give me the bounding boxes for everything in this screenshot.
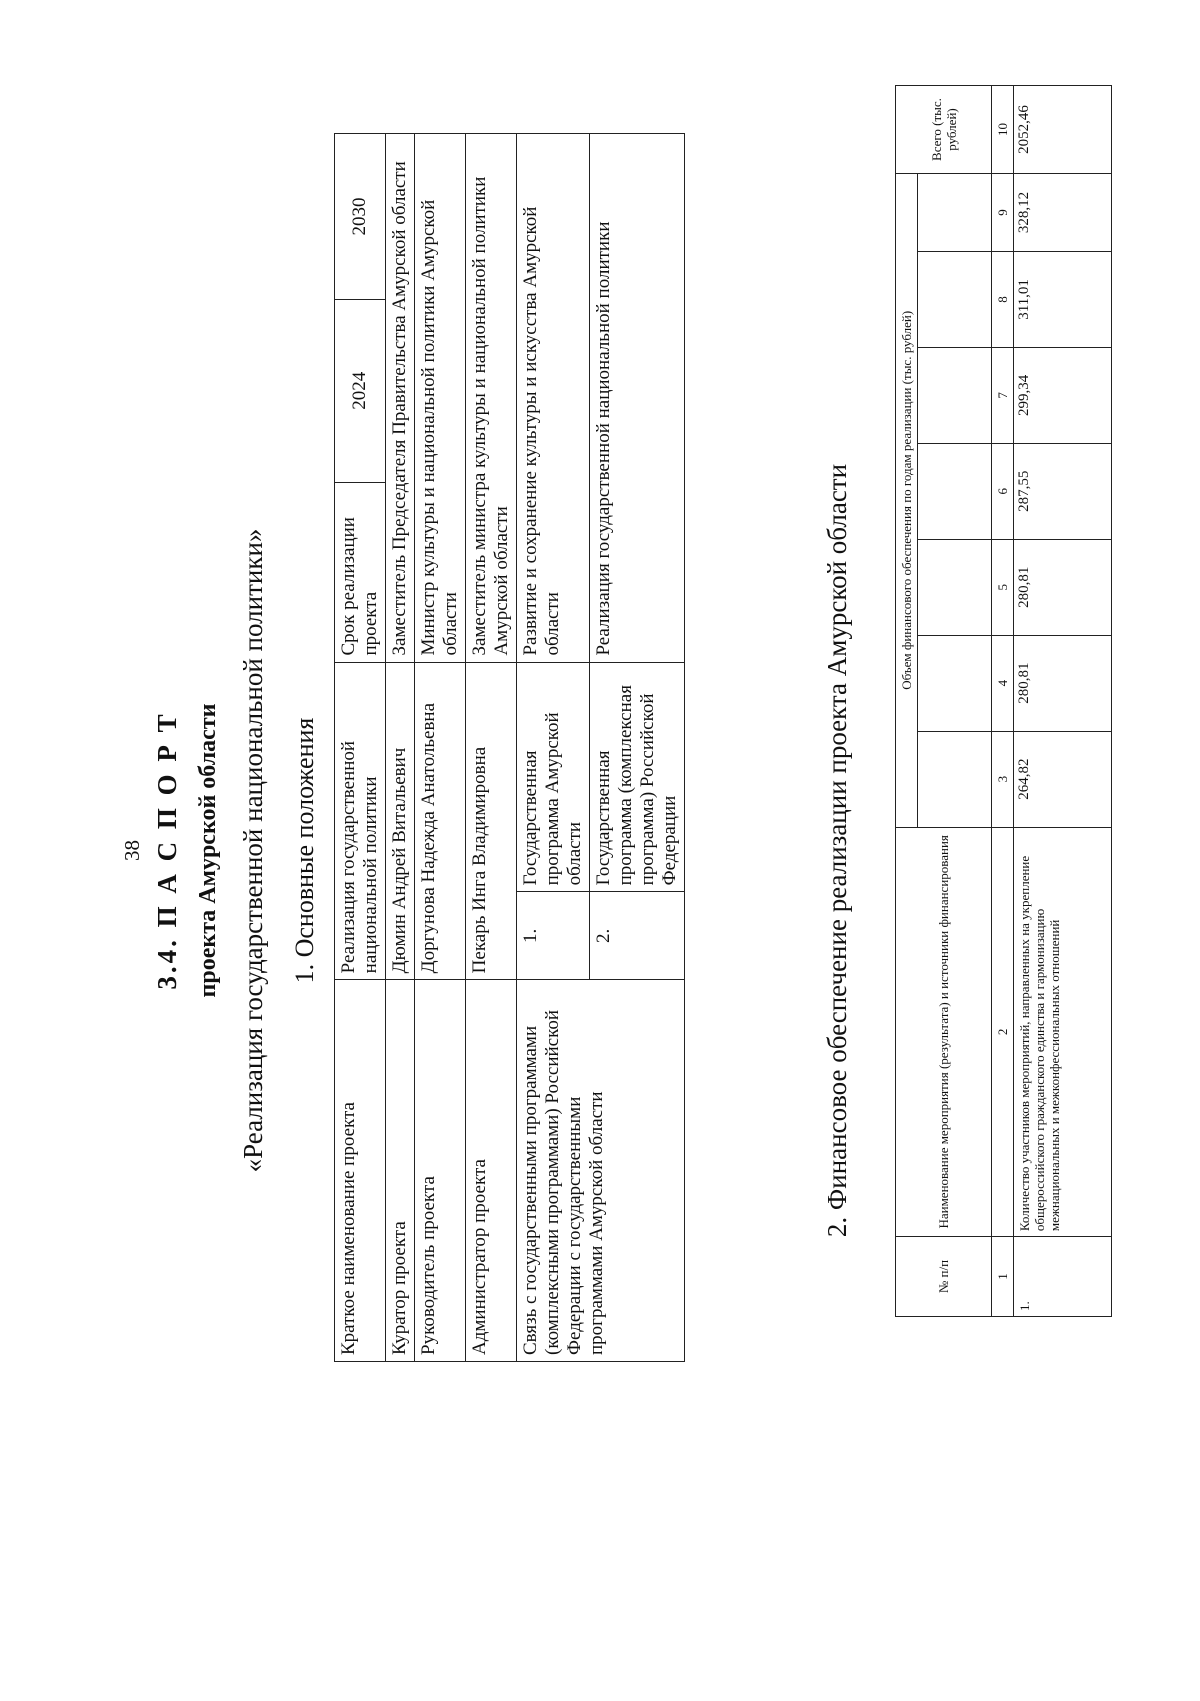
period-end: 2030 [335,134,386,300]
short-name-value: Реализация государственной национальной политики [335,662,386,980]
header-years: Объем финансового обеспечения по годам реализации (тыс. рублей) [896,174,918,827]
document-title: 3.4. П А С П О Р Т [152,711,182,990]
header-name: Наименование мероприятия (результата) и источники финансирования [896,827,992,1237]
header-year-cell [918,731,992,827]
links-label: Связь с государственными программами (комплексными программами) Российской Федерации с государственными программами Амурской области [517,980,685,1362]
column-number: 4 [992,635,1014,731]
row-value: 280,81 [1014,539,1112,635]
header-year-cell [918,443,992,539]
link-program: Государственная программа (комплексная программа) Российской Федерации [590,662,685,892]
head-name: Доргунова Надежда Анатольевна [415,662,466,980]
table-header-row [896,86,918,1317]
header-total: Всего (тыс. рублей) [896,86,992,174]
header-num: № п/п [896,1237,992,1317]
admin-name: Пекарь Инга Владимировна [466,662,517,980]
link-goal: Реализация государственной национальной политики [590,134,685,663]
header-year-cell [918,539,992,635]
row-value: 311,01 [1014,251,1112,347]
table-row [386,134,415,1362]
period-start: 2024 [335,299,386,482]
column-number: 3 [992,731,1014,827]
row-name: Количество участников мероприятий, направленных на укрепление общероссийского гражданского единства и гармонизацию межнациональных и межконфессиональных отношений [1014,827,1112,1237]
table-row [415,134,466,1362]
period-label: Срок реализации проекта [335,482,386,662]
admin-position: Заместитель министра культуры и национальной политики Амурской области [466,134,517,663]
header-year-cell [918,347,992,443]
header-year-cell [918,635,992,731]
admin-label: Администратор проекта [466,980,517,1362]
row-total: 2052,46 [1014,86,1112,174]
short-name-label: Краткое наименование проекта [335,980,386,1362]
column-number: 8 [992,251,1014,347]
column-number: 6 [992,443,1014,539]
section-1-heading: 1. Основные положения [290,717,319,984]
project-name: «Реализация государственной национальной политики» [238,528,268,1173]
column-number: 1 [992,1237,1014,1317]
head-label: Руководитель проекта [415,980,466,1362]
column-number: 5 [992,539,1014,635]
row-value: 328,12 [1014,174,1112,252]
column-number: 2 [992,827,1014,1237]
header-year-cell [918,251,992,347]
curator-name: Дюмин Андрей Витальевич [386,662,415,980]
table-row [517,134,590,1362]
head-position: Министр культуры и национальной политики Амурской области [415,134,466,663]
row-number: 1. [1014,1237,1112,1317]
row-value: 264,82 [1014,731,1112,827]
section-2-heading: 2. Финансовое обеспечение реализации проекта Амурской области [822,463,852,1238]
document-subtitle: проекта Амурской области [195,703,221,998]
link-program: Государственная программа Амурской области [517,662,590,892]
page-number: 38 [120,840,144,861]
header-year-cell [918,174,992,252]
row-value: 299,34 [1014,347,1112,443]
column-number: 7 [992,347,1014,443]
table-row [335,134,386,1362]
link-goal: Развитие и сохранение культуры и искусства Амурской области [517,134,590,663]
row-value: 287,55 [1014,443,1112,539]
basic-positions-table [334,133,685,1362]
column-number-row [992,86,1014,1317]
column-number: 10 [992,86,1014,174]
column-number: 9 [992,174,1014,252]
row-value: 280,81 [1014,635,1112,731]
link-number: 1. [517,892,590,980]
link-number: 2. [590,892,685,980]
financing-table [895,85,1112,1317]
table-row [466,134,517,1362]
table-row [1014,86,1112,1317]
curator-label: Куратор проекта [386,980,415,1362]
curator-position: Заместитель Председателя Правительства Амурской области [386,134,415,663]
